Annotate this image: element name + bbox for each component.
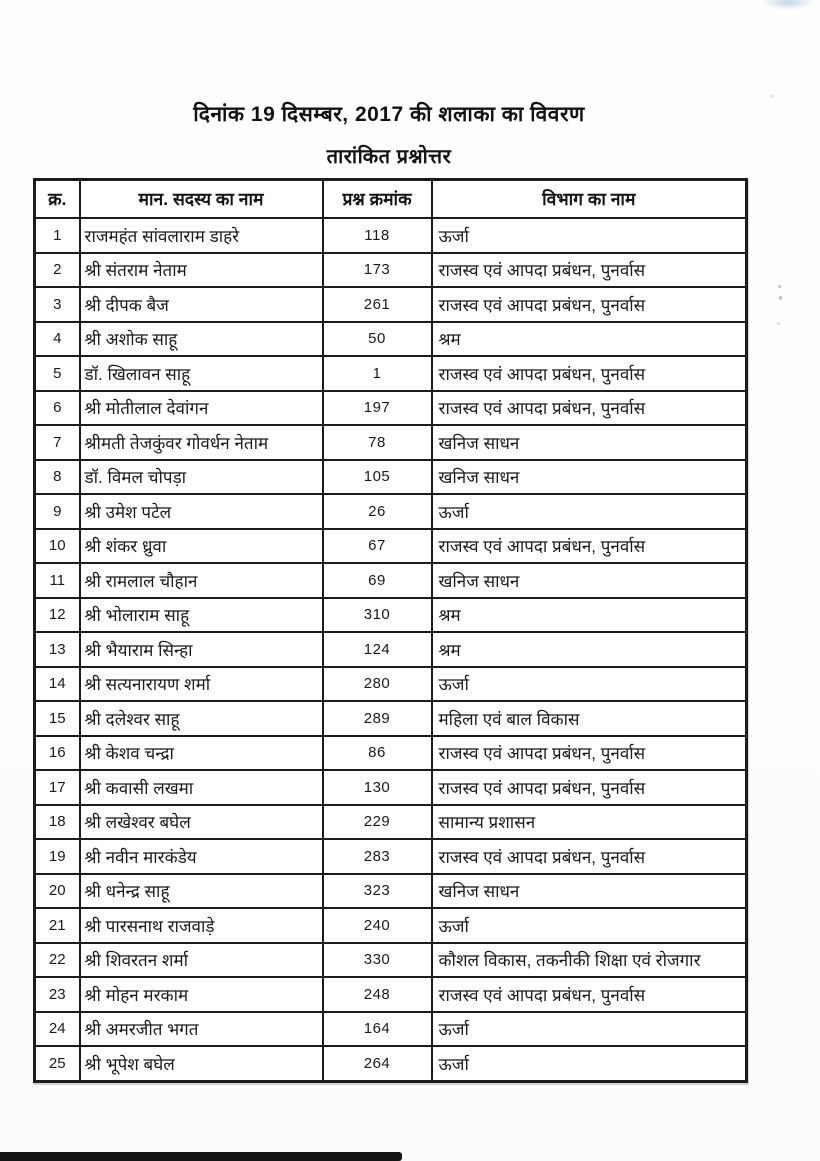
cell-question-number: 264	[323, 1046, 432, 1081]
cell-department: राजस्व एवं आपदा प्रबंधन, पुनर्वास	[432, 287, 747, 322]
cell-question-number: 124	[323, 632, 432, 667]
cell-serial: 20	[35, 874, 80, 909]
cell-member-name: श्री धनेन्द्र साहू	[80, 874, 323, 909]
cell-serial: 13	[35, 632, 80, 667]
cell-member-name: श्री मोतीलाल देवांगन	[80, 391, 323, 426]
scan-artifact-speck	[777, 322, 780, 325]
table-row	[35, 425, 747, 460]
cell-member-name: श्री भूपेश बघेल	[80, 1046, 323, 1081]
cell-question-number: 229	[323, 805, 432, 840]
cell-department: ऊर्जा	[432, 494, 747, 529]
cell-department: ऊर्जा	[432, 1012, 747, 1047]
table-row	[35, 632, 747, 667]
cell-question-number: 173	[323, 253, 432, 288]
cell-serial: 21	[35, 908, 80, 943]
cell-serial: 25	[35, 1046, 80, 1081]
cell-question-number: 118	[323, 218, 432, 253]
cell-member-name: श्री मोहन मरकाम	[80, 977, 323, 1012]
cell-serial: 19	[35, 839, 80, 874]
table-row	[35, 770, 747, 805]
cell-serial: 4	[35, 322, 80, 357]
cell-question-number: 1	[323, 356, 432, 391]
cell-serial: 1	[35, 218, 80, 253]
cell-member-name: श्री अमरजीत भगत	[80, 1012, 323, 1047]
cell-department: ऊर्जा	[432, 908, 747, 943]
cell-question-number: 105	[323, 460, 432, 495]
table-row	[35, 563, 747, 598]
col-header-serial: क्र.	[35, 180, 80, 219]
table-row	[35, 460, 747, 495]
cell-question-number: 330	[323, 943, 432, 978]
cell-member-name: श्रीमती तेजकुंवर गोवर्धन नेताम	[80, 425, 323, 460]
cell-member-name: श्री शिवरतन शर्मा	[80, 943, 323, 978]
cell-department: राजस्व एवं आपदा प्रबंधन, पुनर्वास	[432, 736, 747, 771]
cell-department: राजस्व एवं आपदा प्रबंधन, पुनर्वास	[432, 356, 747, 391]
table-row	[35, 356, 747, 391]
cell-department: श्रम	[432, 322, 747, 357]
cell-member-name: राजमहंत सांवलाराम डाहरे	[80, 218, 323, 253]
cell-serial: 24	[35, 1012, 80, 1047]
table-row	[35, 322, 747, 357]
cell-member-name: श्री भैयाराम सिन्हा	[80, 632, 323, 667]
cell-question-number: 240	[323, 908, 432, 943]
cell-question-number: 86	[323, 736, 432, 771]
table-row	[35, 839, 747, 874]
cell-member-name: श्री दलेश्वर साहू	[80, 701, 323, 736]
scan-artifact-speck	[778, 285, 781, 288]
cell-serial: 7	[35, 425, 80, 460]
cell-department: ऊर्जा	[432, 667, 747, 702]
cell-question-number: 248	[323, 977, 432, 1012]
cell-department: राजस्व एवं आपदा प्रबंधन, पुनर्वास	[432, 253, 747, 288]
table-row	[35, 701, 747, 736]
cell-serial: 14	[35, 667, 80, 702]
cell-member-name: श्री शंकर ध्रुवा	[80, 529, 323, 564]
cell-question-number: 67	[323, 529, 432, 564]
cell-department: राजस्व एवं आपदा प्रबंधन, पुनर्वास	[432, 529, 747, 564]
cell-department: राजस्व एवं आपदा प्रबंधन, पुनर्वास	[432, 977, 747, 1012]
scan-artifact-speck	[779, 296, 782, 300]
cell-department: खनिज साधन	[432, 563, 747, 598]
cell-question-number: 78	[323, 425, 432, 460]
cell-question-number: 69	[323, 563, 432, 598]
table-header	[35, 180, 747, 219]
cell-serial: 15	[35, 701, 80, 736]
table-row	[35, 943, 747, 978]
cell-member-name: श्री कवासी लखमा	[80, 770, 323, 805]
cell-member-name: श्री दीपक बैज	[80, 287, 323, 322]
cell-member-name: श्री सत्यनारायण शर्मा	[80, 667, 323, 702]
questions-table	[33, 178, 748, 1083]
table-row	[35, 253, 747, 288]
cell-member-name: श्री रामलाल चौहान	[80, 563, 323, 598]
cell-department: श्रम	[432, 632, 747, 667]
col-header-member-name: मान. सदस्य का नाम	[80, 180, 323, 219]
cell-question-number: 323	[323, 874, 432, 909]
cell-department: खनिज साधन	[432, 425, 747, 460]
scan-artifact-bottom-bar	[0, 1152, 402, 1161]
cell-department: खनिज साधन	[432, 460, 747, 495]
cell-question-number: 310	[323, 598, 432, 633]
table-row	[35, 529, 747, 564]
cell-serial: 9	[35, 494, 80, 529]
cell-serial: 5	[35, 356, 80, 391]
cell-department: सामान्य प्रशासन	[432, 805, 747, 840]
cell-member-name: श्री लखेश्वर बघेल	[80, 805, 323, 840]
table-row	[35, 218, 747, 253]
cell-serial: 3	[35, 287, 80, 322]
cell-serial: 18	[35, 805, 80, 840]
table-row	[35, 287, 747, 322]
cell-serial: 22	[35, 943, 80, 978]
cell-serial: 11	[35, 563, 80, 598]
table-row	[35, 667, 747, 702]
cell-department: कौशल विकास, तकनीकी शिक्षा एवं रोजगार	[432, 943, 747, 978]
cell-serial: 16	[35, 736, 80, 771]
cell-department: राजस्व एवं आपदा प्रबंधन, पुनर्वास	[432, 839, 747, 874]
cell-member-name: डॉ. विमल चोपड़ा	[80, 460, 323, 495]
cell-department: ऊर्जा	[432, 1046, 747, 1081]
cell-department: ऊर्जा	[432, 218, 747, 253]
table-row	[35, 391, 747, 426]
cell-serial: 2	[35, 253, 80, 288]
table-row	[35, 736, 747, 771]
cell-question-number: 50	[323, 322, 432, 357]
cell-serial: 8	[35, 460, 80, 495]
table-row	[35, 977, 747, 1012]
cell-member-name: श्री उमेश पटेल	[80, 494, 323, 529]
cell-serial: 17	[35, 770, 80, 805]
cell-department: खनिज साधन	[432, 874, 747, 909]
cell-department: महिला एवं बाल विकास	[432, 701, 747, 736]
table-row	[35, 805, 747, 840]
col-header-department: विभाग का नाम	[432, 180, 747, 219]
document-header	[33, 100, 745, 169]
document-subtitle: तारांकित प्रश्नोत्तर	[326, 146, 452, 168]
cell-member-name: श्री केशव चन्द्रा	[80, 736, 323, 771]
cell-question-number: 26	[323, 494, 432, 529]
cell-question-number: 261	[323, 287, 432, 322]
cell-question-number: 280	[323, 667, 432, 702]
cell-member-name: श्री अशोक साहू	[80, 322, 323, 357]
cell-member-name: श्री संतराम नेताम	[80, 253, 323, 288]
table-row	[35, 598, 747, 633]
cell-member-name: श्री भोलाराम साहू	[80, 598, 323, 633]
cell-serial: 6	[35, 391, 80, 426]
cell-question-number: 289	[323, 701, 432, 736]
cell-serial: 23	[35, 977, 80, 1012]
cell-member-name: श्री पारसनाथ राजवाड़े	[80, 908, 323, 943]
cell-question-number: 197	[323, 391, 432, 426]
document-title: दिनांक 19 दिसम्बर, 2017 की शलाका का विवरण	[193, 103, 585, 126]
table-row	[35, 908, 747, 943]
table-row	[35, 1012, 747, 1047]
cell-serial: 12	[35, 598, 80, 633]
cell-question-number: 164	[323, 1012, 432, 1047]
table-body	[35, 218, 747, 1081]
cell-question-number: 283	[323, 839, 432, 874]
cell-department: राजस्व एवं आपदा प्रबंधन, पुनर्वास	[432, 770, 747, 805]
cell-department: श्रम	[432, 598, 747, 633]
cell-member-name: डॉ. खिलावन साहू	[80, 356, 323, 391]
scan-artifact-smudge	[760, 0, 816, 10]
cell-member-name: श्री नवीन मारकंडेय	[80, 839, 323, 874]
table-header-row	[35, 180, 747, 219]
cell-department: राजस्व एवं आपदा प्रबंधन, पुनर्वास	[432, 391, 747, 426]
col-header-question-number: प्रश्न क्रमांक	[323, 180, 432, 219]
table-row	[35, 494, 747, 529]
cell-serial: 10	[35, 529, 80, 564]
cell-question-number: 130	[323, 770, 432, 805]
scan-artifact-speck	[770, 95, 773, 98]
table-row	[35, 1046, 747, 1081]
table-row	[35, 874, 747, 909]
